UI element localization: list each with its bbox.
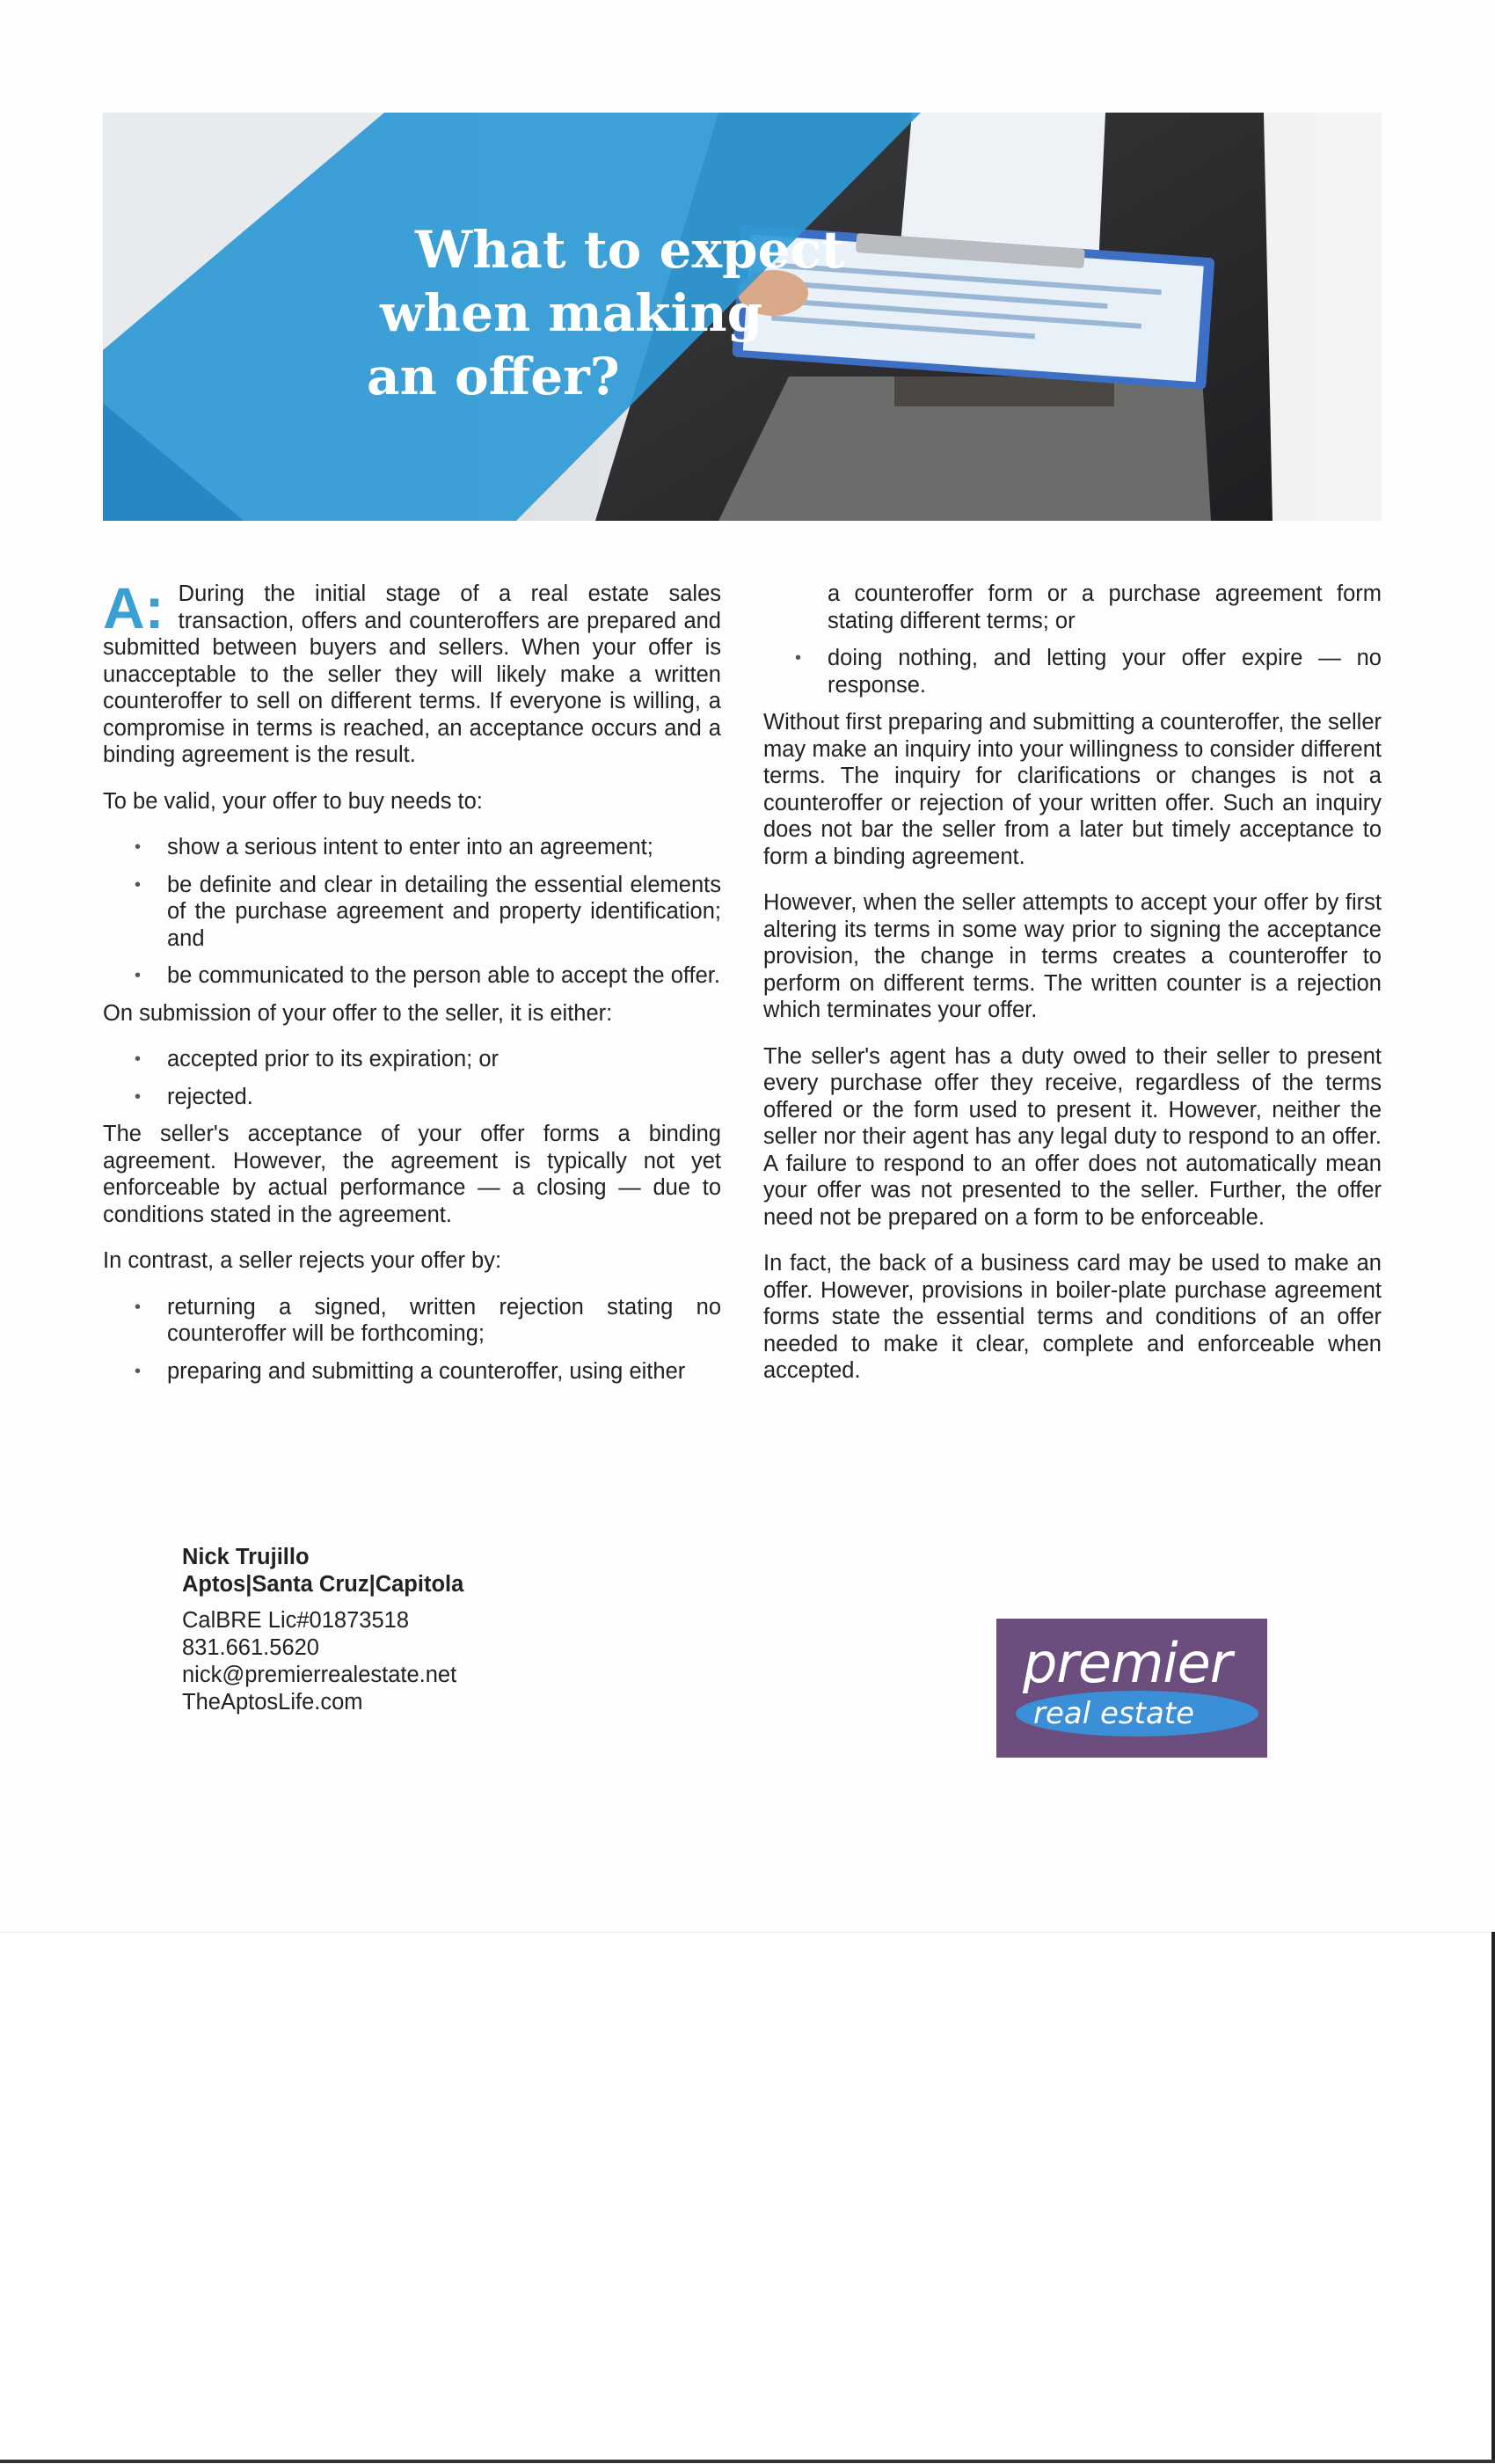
submission-heading: On submission of your offer to the seller, it is either: [103, 1000, 613, 1026]
premier-real-estate-logo [996, 1619, 1267, 1758]
intro-text: During the initial stage of a real estate sales transaction, offers and counteroffers are prepared and submitted between buyers and sellers. When your offer is unacceptable to the seller they will likely make a written counteroffer to sell on different terms. If everyone is willing, a compromise in terms is reached, an acceptance occurs and a binding agreement is the result. [103, 581, 721, 767]
list-item: • show a serious intent to enter into an agreement; [103, 834, 721, 861]
hero-title-line: when making [380, 283, 763, 343]
list-item: • accepted prior to its expiration; or [103, 1046, 721, 1073]
list-item: • be communicated to the person able to accept the offer. [103, 962, 721, 990]
list-item: • returning a signed, written rejection stating no counteroffer will be forthcoming; [103, 1294, 721, 1348]
list-item: • be definite and clear in detailing the essential elements of the purchase agreement and property identification; and [103, 872, 721, 953]
valid-heading: To be valid, your offer to buy needs to: [103, 788, 483, 814]
agent-phone: 831.661.5620 [182, 1635, 319, 1660]
hero-title-line: an offer? [367, 347, 620, 406]
scan-edge-bottom [0, 2460, 1495, 2463]
list-item: • preparing and submitting a counteroffer, using either [103, 1358, 721, 1386]
agent-license: CalBRE Lic#01873518 [182, 1608, 410, 1633]
hero-banner [103, 113, 1382, 521]
agent-name: Nick Trujillo [182, 1545, 310, 1569]
logo-real-estate-text: real estate [1033, 1696, 1195, 1731]
agent-duty-paragraph: The seller's agent has a duty owed to their seller to present every purchase offer they receive, regardless of the terms offered or the form used to present it. However, neither the seller nor their agent has any legal duty to respond to an offer. A failure to respond to an offer does not automatically mean your offer was not presented to the seller. Further, the offer need not be prepared on a form to be enforceable. [763, 1043, 1382, 1230]
article-column-right [763, 581, 1382, 1404]
acceptance-paragraph: The seller's acceptance of your offer forms a binding agreement. However, the agreement is typically not yet enforceable by actual performance — a closing — due to conditions stated in the agreement. [103, 1122, 721, 1227]
answer-mark: A: [103, 575, 164, 640]
blank-page-area [0, 1932, 1495, 2464]
inquiry-paragraph: Without first preparing and submitting a counteroffer, the seller may make an inquiry into your willingness to consider different terms. The inquiry for clarifications or changes is not a counteroffer or rejection of your written offer. Such an inquiry does not bar the seller from a later but timely acceptance to form a binding agreement. [763, 710, 1382, 869]
hero-title [261, 218, 877, 408]
hero-title-line: What to expect [415, 220, 845, 280]
agent-area: Aptos|Santa Cruz|Capitola [182, 1572, 464, 1597]
scan-edge [1491, 1932, 1495, 2463]
valid-list [103, 834, 721, 990]
reject-heading: In contrast, a seller rejects your offer by: [103, 1248, 502, 1273]
intro-paragraph [103, 575, 721, 769]
article-column-left [103, 575, 721, 1395]
logo-premier-text: premier [1023, 1631, 1232, 1695]
list-item-continued: a counteroffer form or a purchase agreement form stating different terms; or [828, 581, 1382, 633]
list-item: • rejected. [103, 1084, 721, 1111]
reject-list [103, 1294, 721, 1386]
agent-contact-block [182, 1544, 463, 1716]
reject-list-continued [763, 581, 1382, 698]
business-card-paragraph: In fact, the back of a business card may be used to make an offer. However, provisions in boiler-plate purchase agreement forms state the essential terms and conditions of an offer needed to make it clear, complete and enforceable when accepted. [763, 1251, 1382, 1383]
submission-list [103, 1046, 721, 1110]
altering-paragraph: However, when the seller attempts to accept your offer by first altering its terms in some way prior to signing the acceptance provision, the change in terms creates a counteroffer to perform on different terms. The written counter is a rejection which terminates your offer. [763, 890, 1382, 1022]
list-item: • doing nothing, and letting your offer expire — no response. [763, 645, 1382, 698]
agent-website: TheAptosLife.com [182, 1690, 363, 1715]
agent-email: nick@premierrealestate.net [182, 1663, 457, 1687]
